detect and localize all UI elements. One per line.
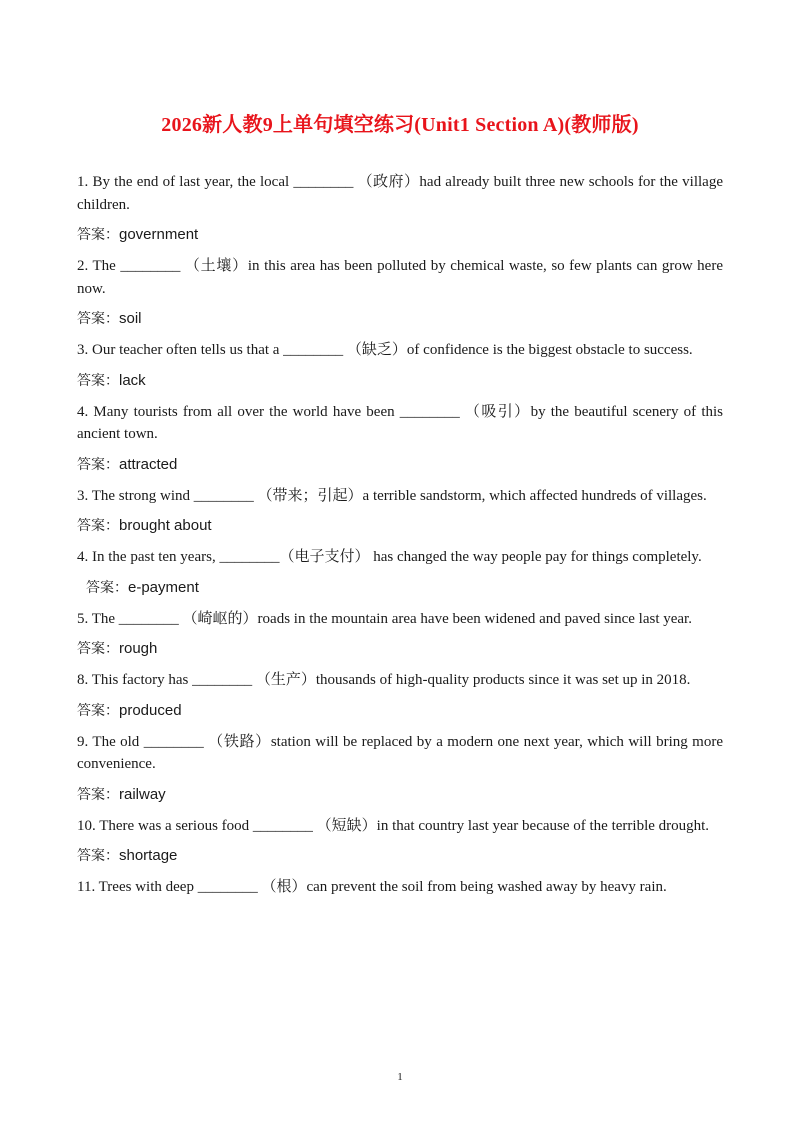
answer-8 — [77, 701, 723, 721]
question-8: 8. This factory has ________ （生产）thousands of high-quality products since it was set up in 2018. — [77, 672, 691, 688]
answer-value: attracted — [119, 455, 178, 473]
question-7: 5. The ________ （崎岖的）roads in the mountain area have been widened and paved since last year. — [77, 610, 692, 627]
question-9: 9. The old ________ （铁路）station will be replaced by a modern one next year, which will bring more convenience. — [77, 733, 723, 772]
answer-5 — [77, 516, 723, 536]
answer-value: soil — [119, 310, 142, 327]
answer-value: government — [119, 226, 199, 243]
answer-label: 答案： — [77, 848, 119, 864]
answer-value: lack — [119, 371, 146, 389]
answer-value: railway — [119, 785, 166, 803]
answer-label: 答案： — [77, 227, 119, 243]
question-10: 10. There was a serious food ________ （短缺）in that country last year because of the terrible drought. — [77, 817, 710, 834]
answer-label: 答案： — [77, 372, 119, 389]
answer-9 — [77, 785, 723, 805]
answer-label: 答案： — [77, 456, 119, 473]
exercise-list — [77, 171, 723, 899]
question-6: 4. In the past ten years, ________（电子支付） has changed the way people pay for things completely. — [77, 549, 702, 565]
answer-value: shortage — [119, 847, 178, 864]
question-1: 1. By the end of last year, the local ________ （政府）had already built three new schools for the village children. — [77, 174, 723, 213]
question-5: 3. The strong wind ________ （带来；引起）a terrible sandstorm, which affected hundreds of villages. — [77, 487, 707, 504]
answer-value: produced — [119, 701, 182, 719]
answer-label: 答案： — [77, 641, 119, 657]
answer-value: e-payment — [128, 578, 199, 596]
page-number: 1 — [397, 1071, 403, 1083]
answer-7 — [77, 639, 723, 659]
answer-label: 答案： — [77, 786, 119, 803]
answer-10 — [77, 846, 723, 866]
question-3: 3. Our teacher often tells us that a ________ （缺乏）of confidence is the biggest obstacle to success. — [77, 342, 693, 358]
answer-1 — [77, 225, 723, 245]
answer-value: brought about — [119, 517, 212, 534]
answer-value: rough — [119, 640, 158, 657]
answer-label: 答案： — [77, 311, 119, 327]
document-title: 2026新人教9上单句填空练习(Unit1 Section A)(教师版) — [161, 114, 639, 136]
answer-label: 答案： — [77, 702, 119, 719]
answer-label: 答案： — [86, 579, 128, 596]
question-2: 2. The ________ （土壤）in this area has been polluted by chemical waste, so few plants can grow here now. — [77, 258, 723, 297]
answer-2 — [77, 309, 723, 329]
question-4: 4. Many tourists from all over the world have been ________ （吸引）by the beautiful scenery of this ancient town. — [77, 403, 723, 442]
answer-label: 答案： — [77, 518, 119, 534]
question-11: 11. Trees with deep ________ （根）can prevent the soil from being washed away by heavy rain. — [77, 879, 667, 895]
answer-3 — [77, 371, 723, 391]
answer-4 — [77, 455, 723, 475]
answer-6 — [77, 578, 723, 598]
